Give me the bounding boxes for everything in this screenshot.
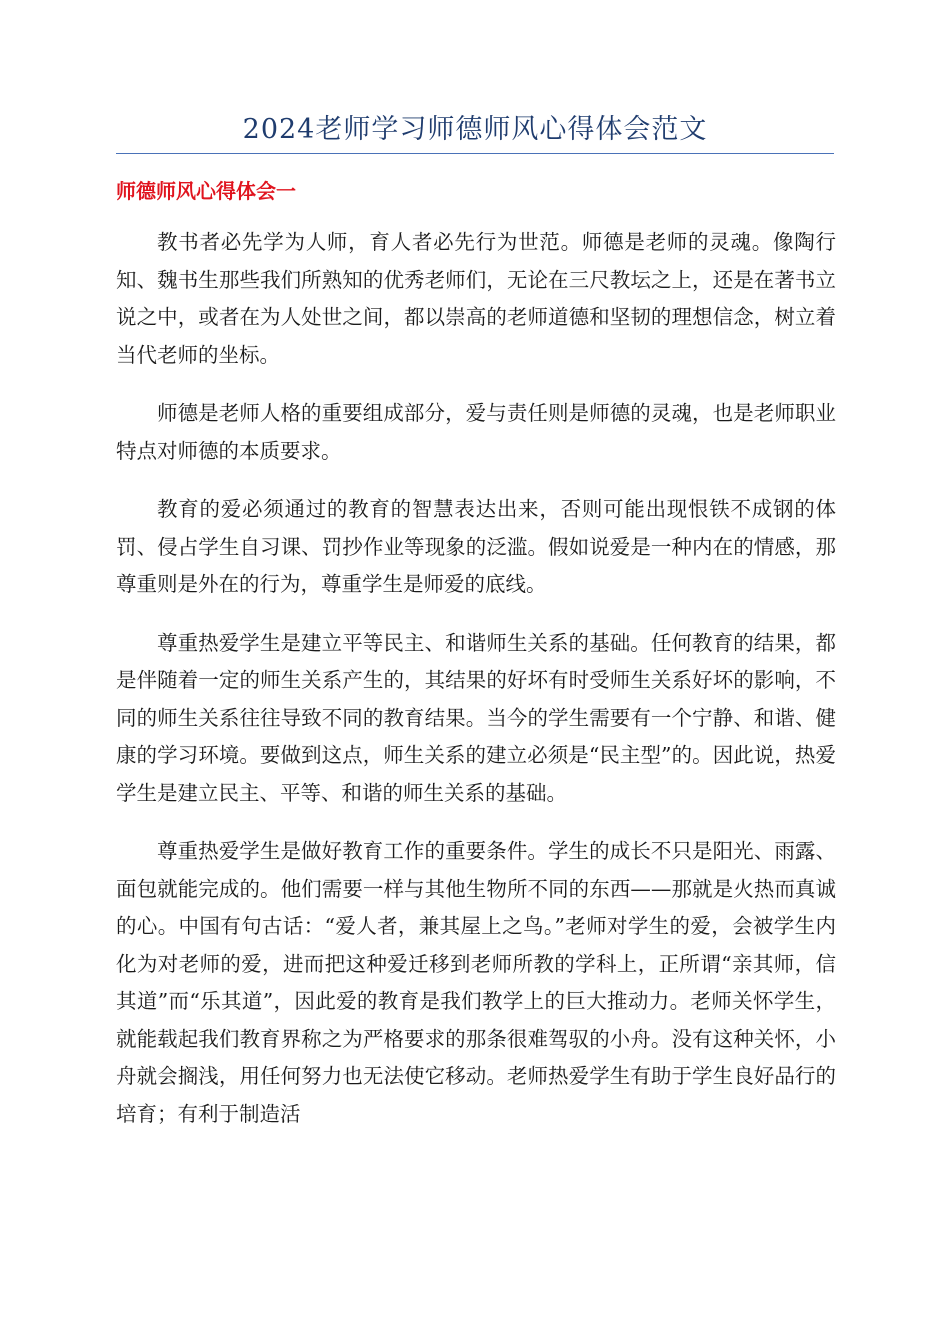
paragraph: 尊重热爱学生是做好教育工作的重要条件。学生的成长不只是阳光、雨露、面包就能完成的。他们需要一样与其他生物所不同的东西——那就是火热而真诚的心。中国有句古话：“爱人者，兼其屋上之鸟。”老师对学生的爱，会被学生内化为对老师的爱，进而把这种爱迁移到老师所教的学科上，正所谓“亲其师，信其道”而“乐其道”，因此爱的教育是我们教学上的巨大推动力。老师关怀学生，就能载起我们教育界称之为严格要求的那条很难驾驭的小舟。没有这种关怀，小舟就会搁浅，用任何努力也无法使它移动。老师热爱学生有助于学生良好品行的培育；有利于制造活: [116, 839, 836, 1126]
paragraph: 师德是老师人格的重要组成部分，爱与责任则是师德的灵魂，也是老师职业特点对师德的本质要求。: [116, 401, 836, 463]
document-body: [116, 224, 836, 1154]
section-heading: 师德师风心得体会一: [116, 179, 296, 203]
paragraph: 教育的爱必须通过的教育的智慧表达出来，否则可能出现恨铁不成钢的体罚、侵占学生自习课、罚抄作业等现象的泛滥。假如说爱是一种内在的情感，那尊重则是外在的行为，尊重学生是师爱的底线。: [116, 497, 836, 596]
paragraph: 教书者必先学为人师，育人者必先行为世范。师德是老师的灵魂。像陶行知、魏书生那些我们所熟知的优秀老师们，无论在三尺教坛之上，还是在著书立说之中，或者在为人处世之间，都以崇高的老师道德和坚韧的理想信念，树立着当代老师的坐标。: [116, 230, 836, 367]
document-title: 2024老师学习师德师风心得体会范文: [242, 114, 708, 145]
paragraph: 尊重热爱学生是建立平等民主、和谐师生关系的基础。任何教育的结果，都是伴随着一定的师生关系产生的，其结果的好坏有时受师生关系好坏的影响，不同的师生关系往往导致不同的教育结果。当今的学生需要有一个宁静、和谐、健康的学习环境。要做到这点，师生关系的建立必须是“民主型”的。因此说，热爱学生是建立民主、平等、和谐的师生关系的基础。: [116, 630, 836, 805]
title-underline: [116, 153, 834, 154]
